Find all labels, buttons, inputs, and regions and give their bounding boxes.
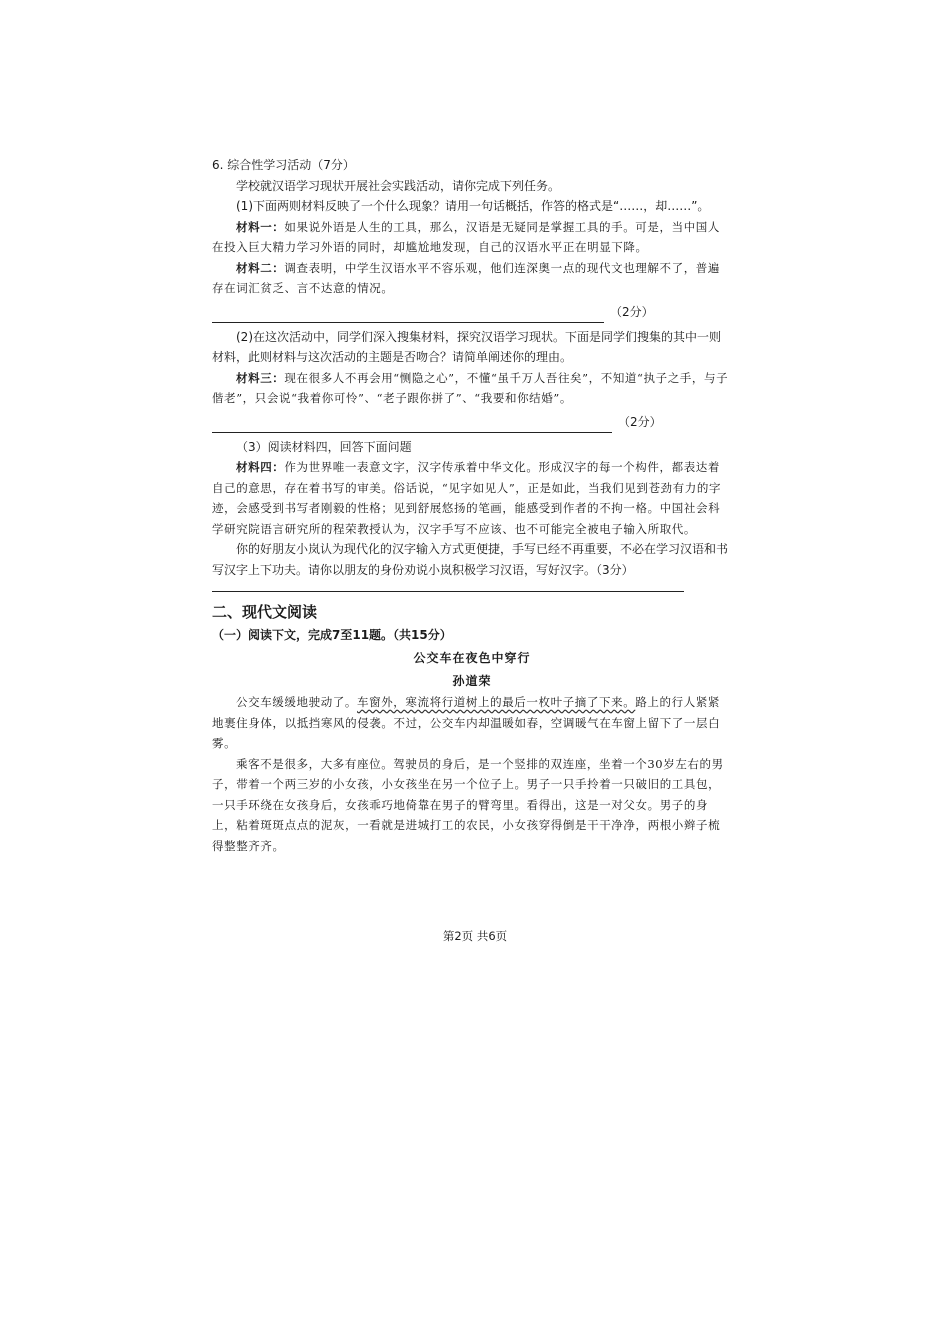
story-paragraph-2: 乘客不是很多，大多有座位。驾驶员的身后，是一个竖排的双连座，坐着一个30岁左右的男子，带着一个两三岁的小女孩，小女孩坐在另一个位子上。男子一只手拎着一只破旧的工具包，一只手环绕在女孩身后，女孩乖巧地倚靠在男子的臂弯里。看得出，这是一对父女。男子的身上，粘着斑斑点点的泥灰，一看就是进城打工的农民，小女孩穿得倒是干干净净，两根小辫子梳得整整齐齐。 — [212, 756, 724, 853]
q6-part2-prompt: (2)在这次活动中，同学们深入搜集材料，探究汉语学习现状。下面是同学们搜集的其中一则材料，此则材料与这次活动的主题是否吻合？请简单阐述你的理由。 — [212, 329, 722, 364]
material-1-label: 材料一： — [236, 219, 285, 234]
story-title: 公交车在夜色中穿行 — [413, 651, 531, 665]
material-1-text: 如果说外语是人生的工具，那么，汉语是无疑同是掌握工具的手。可是，当中国人在投入巨大精力学习外语的同时，却尴尬地发现，自己的汉语水平正在明显下降。 — [212, 219, 721, 254]
paragraph-1-start: 公交车缓缓地驶动了。 — [236, 695, 357, 709]
material-4-text: 作为世界唯一表意文字，汉字传承着中华文化。形成汉字的每一个构件，都表达着自己的意思，存在着书写的审美。俗话说，“见字如见人”，正是如此，当我们见到苍劲有力的字迹，会感受到书写者刚毅的性格；见到舒展悠扬的笔画，能感受到作者的不拘一格。中国社会科学研究院语言研究所的程荣教授认为，汉字手写不应该、也不可能完全被电子输入所取代。 — [212, 460, 722, 536]
material-3-label: 材料三： — [236, 370, 285, 385]
wavy-underlined-sentence: 车窗外，寒流将行道树上的最后一枚叶子摘了下来。 — [357, 695, 636, 709]
material-3-text: 现在很多人不再会用“恻隐之心”，不懂“虽千万人吾往矣”，不知道“执子之手，与子偕老”，只会说“我着你可怜”、“老子跟你拼了”、“我要和你结婚”。 — [212, 370, 729, 405]
section-subtitle: （一）阅读下文，完成7至11题。（共15分） — [212, 628, 452, 642]
answer-line-2[interactable] — [212, 411, 732, 433]
material-4 — [212, 457, 732, 539]
score-2: （2分） — [618, 415, 662, 429]
section-title: 二、现代文阅读 — [212, 603, 318, 621]
story-author: 孙道荣 — [452, 674, 492, 688]
answer-line-1[interactable] — [212, 301, 732, 323]
score-1: （2分） — [610, 305, 654, 319]
exam-page — [212, 155, 732, 856]
q6-part1-prompt: (1)下面两则材料反映了一个什么现象？请用一句话概括，作答的格式是“……，却……”。 — [236, 199, 710, 213]
material-4-label: 材料四： — [236, 460, 285, 474]
material-3 — [212, 368, 732, 409]
material-2-label: 材料二： — [236, 260, 285, 275]
answer-rule-3[interactable] — [212, 590, 684, 592]
answer-rule-1[interactable] — [212, 308, 604, 323]
q6-intro: 学校就汉语学习现状开展社会实践活动，请你完成下列任务。 — [236, 178, 561, 193]
story-paragraph-1 — [212, 692, 732, 754]
answer-rule-2[interactable] — [212, 418, 612, 433]
q6-part3-prompt: （3）阅读材料四，回答下面问题 — [236, 439, 412, 454]
q6-heading: 6. 综合性学习活动（7分） — [212, 158, 355, 172]
page-footer: 第2页 共6页 — [442, 929, 508, 943]
paragraph-1-end: 路上的行人紧紧地裹住身体，以抵挡寒风的侵袭。不过，公交车内却温暖如春，空调暖气在车窗上留下了一层白雾。 — [212, 695, 721, 750]
material-2 — [212, 258, 732, 299]
material-1 — [212, 217, 732, 258]
material-2-text: 调查表明，中学生汉语水平不容乐观，他们连深奥一点的现代文也理解不了，普遍存在词汇贫乏、言不达意的情况。 — [212, 260, 721, 295]
q6-task: 你的好朋友小岚认为现代化的汉字输入方式更便捷，手写已经不再重要，不必在学习汉语和书写汉字上下功夫。请你以朋友的身份劝说小岚积极学习汉语，写好汉字。（3分） — [212, 542, 729, 577]
